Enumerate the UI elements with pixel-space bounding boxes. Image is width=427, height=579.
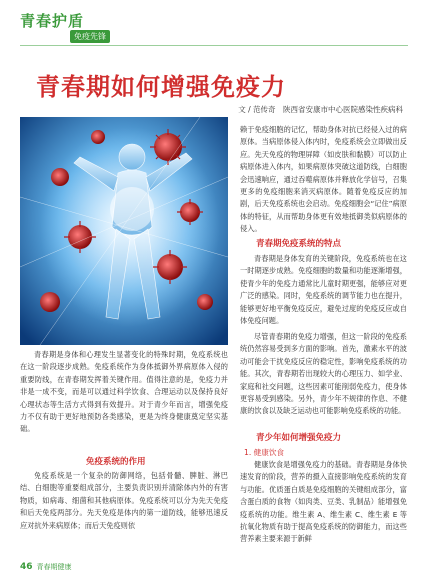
intro-paragraph: 青春期是身体和心理发生显著变化的特殊时期，免疫系统也在这一阶段逐步成熟。免疫系统作为身体抵御外界病原体入侵的重要防线，在青春期发挥着关键作用。值得注意的是，免疫力并非是一成不变，而是可以通过科学饮食、合理运动以及保持良好心理状态等生活方式得到有效提升。对于青少年而言，增强免疫力不仅有助于更好地预防各类感染，更是为终身健康奠定坚实基础。 [20,350,228,434]
immune-figure-illustration [20,117,228,345]
article-title: 青春期如何增强免疫力 [36,73,286,101]
section-heading-immune-role: 免疫系统的作用 [86,457,146,467]
section-heading-adolescent-features: 青春期免疫系统的特点 [256,239,342,249]
section2-paragraph-2: 尽管青春期的免疫力增强，但这一阶段的免疫系统仍然容易受到多方面的影响。首先，激素水平的波动可能会干扰免疫反应的稳定性，影响免疫系统的功能。其次，青春期若出现较大的心理压力、如学业、家庭和社交问题，这些因素可能削弱免疫力，使身体更容易受到感染。另外，青少年不规律的作息、不健康的饮食以及缺乏运动也可能影响免疫系统的功能。 [240,332,407,416]
author-line: 文 / 范传奇 陕西省安康市中心医院感染性疾病科 [238,105,403,114]
hero-illustration [20,117,228,345]
column-subtitle: 免疫先锋 [70,30,110,43]
right-column-paragraph: 赖于免疫细胞的记忆，帮助身体对抗已经侵入过的病原体。当病原体侵入体内时，免疫系统会立即做出反应。先天免疫的物理屏障（如皮肤和黏膜）可以防止病原体进入体内，如果病原体突破这道防线，白细胞会迅速响应，通过吞噬病原体并释放化学信号，召集更多的免疫细胞来消灭病原体。随着免疫反应的加剧，后天免疫系统也会启动。免疫细胞会“记住”病原体的特征，从而帮助身体更有效地抵御类似病原体的侵入。 [240,125,407,234]
section-heading-boost-immunity: 青少年如何增强免疫力 [256,433,342,443]
section2-paragraph-1: 青春期是身体发育的关键阶段，免疫系统也在这一时期逐步成熟。免疫细胞的数量和功能逐渐增强，使青少年的免疫力通常比儿童时期更强，能够应对更广泛的感染。同时，免疫系统的调节能力也在提升，能够更好地平衡免疫反应，避免过度的免疫反应或自体免疫问题。 [240,254,407,326]
page-number: 46 [20,562,33,572]
section3-paragraph: 健康饮食是增强免疫力的基础。青春期是身体快速发育的阶段，营养的摄入直接影响免疫系统的发育与功能。优质蛋白质是免疫细胞的关键组成部分，富含蛋白质的食物（如肉类、豆类、乳制品）能增强免疫系统的功能。维生素 A、维生素 C、维生素 E 等抗氧化物质有助于提高免疫系统的防御能力，而这些营养素主要来源于新鲜 [240,460,407,544]
subheading-healthy-diet: 1. 健康饮食 [244,448,285,457]
section1-paragraph: 免疫系统是一个复杂的防御网络，包括骨髓、脾脏、淋巴结、白细胞等重要组成部分，主要负责识别并清除体内外的有害物质，如病毒、细菌和其他病原体。免疫系统可以分为先天免疫和后天免疫两部分。先天免疫是体内的第一道防线，能够迅速反应对抗外来病原体；而后天免疫则依 [20,471,228,530]
header-divider [20,45,408,46]
column-title: 青春护盾 [20,12,85,30]
magazine-name: 青春期健康 [36,563,72,571]
page-footer [20,562,72,572]
